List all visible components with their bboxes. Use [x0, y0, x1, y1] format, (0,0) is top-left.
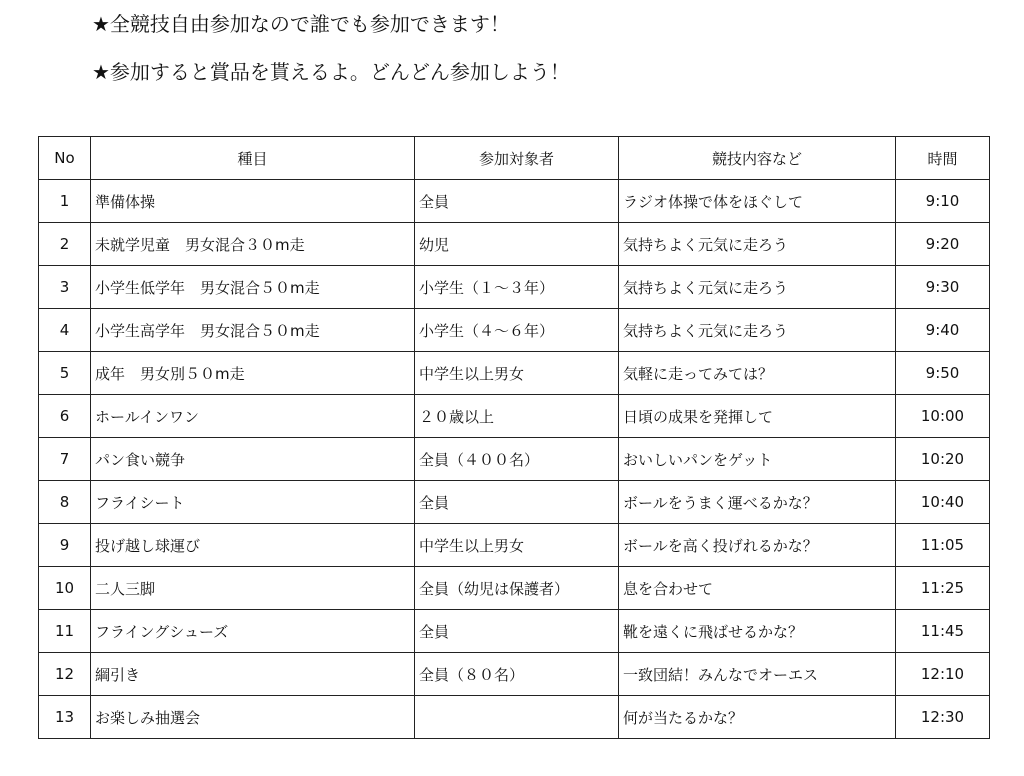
- cell-time: 11:45: [896, 610, 990, 653]
- cell-target: [415, 696, 619, 739]
- cell-target: 小学生（１～３年）: [415, 266, 619, 309]
- cell-time: 9:40: [896, 309, 990, 352]
- cell-no: 7: [39, 438, 91, 481]
- cell-description: 気持ちよく元気に走ろう: [619, 309, 896, 352]
- cell-event: 綱引き: [91, 653, 415, 696]
- cell-event: パン食い競争: [91, 438, 415, 481]
- cell-description: 何が当たるかな？: [619, 696, 896, 739]
- cell-description: ボールをうまく運べるかな？: [619, 481, 896, 524]
- cell-description: ボールを高く投げれるかな？: [619, 524, 896, 567]
- table-row: [39, 180, 990, 223]
- cell-event: フライングシューズ: [91, 610, 415, 653]
- table-row: [39, 352, 990, 395]
- cell-no: 6: [39, 395, 91, 438]
- cell-target: 全員: [415, 610, 619, 653]
- cell-description: 気持ちよく元気に走ろう: [619, 266, 896, 309]
- cell-time: 9:50: [896, 352, 990, 395]
- cell-time: 9:20: [896, 223, 990, 266]
- cell-time: 12:10: [896, 653, 990, 696]
- cell-no: 4: [39, 309, 91, 352]
- cell-time: 12:30: [896, 696, 990, 739]
- cell-target: 全員: [415, 481, 619, 524]
- cell-description: 息を合わせて: [619, 567, 896, 610]
- cell-event: フライシート: [91, 481, 415, 524]
- table-row: [39, 309, 990, 352]
- cell-description: ラジオ体操で体をほぐして: [619, 180, 896, 223]
- table-header-row: [39, 137, 990, 180]
- cell-description: 日頃の成果を発揮して: [619, 395, 896, 438]
- header-description: 競技内容など: [619, 137, 896, 180]
- header-time: 時間: [896, 137, 990, 180]
- cell-description: 気持ちよく元気に走ろう: [619, 223, 896, 266]
- header-target: 参加対象者: [415, 137, 619, 180]
- cell-time: 9:30: [896, 266, 990, 309]
- cell-time: 11:05: [896, 524, 990, 567]
- cell-no: 8: [39, 481, 91, 524]
- cell-time: 10:00: [896, 395, 990, 438]
- table-row: [39, 266, 990, 309]
- cell-target: 幼児: [415, 223, 619, 266]
- table-row: [39, 223, 990, 266]
- cell-no: 3: [39, 266, 91, 309]
- cell-target: 全員（８０名）: [415, 653, 619, 696]
- cell-event: 未就学児童 男女混合３０m走: [91, 223, 415, 266]
- table-row: [39, 481, 990, 524]
- cell-description: おいしいパンをゲット: [619, 438, 896, 481]
- cell-event: 小学生高学年 男女混合５０m走: [91, 309, 415, 352]
- cell-no: 5: [39, 352, 91, 395]
- cell-event: お楽しみ抽選会: [91, 696, 415, 739]
- cell-no: 10: [39, 567, 91, 610]
- cell-no: 9: [39, 524, 91, 567]
- header-event: 種目: [91, 137, 415, 180]
- cell-time: 9:10: [896, 180, 990, 223]
- cell-description: 気軽に走ってみては？: [619, 352, 896, 395]
- cell-event: ホールインワン: [91, 395, 415, 438]
- cell-time: 10:40: [896, 481, 990, 524]
- cell-time: 11:25: [896, 567, 990, 610]
- table-row: [39, 653, 990, 696]
- table-row: [39, 696, 990, 739]
- cell-no: 12: [39, 653, 91, 696]
- table-row: [39, 438, 990, 481]
- cell-event: 成年 男女別５０m走: [91, 352, 415, 395]
- cell-target: 全員（４００名）: [415, 438, 619, 481]
- cell-target: 中学生以上男女: [415, 352, 619, 395]
- cell-description: 一致団結！みんなでオーエス: [619, 653, 896, 696]
- cell-target: 全員: [415, 180, 619, 223]
- cell-target: 全員（幼児は保護者）: [415, 567, 619, 610]
- cell-target: ２０歳以上: [415, 395, 619, 438]
- cell-event: 小学生低学年 男女混合５０m走: [91, 266, 415, 309]
- event-schedule-table: [38, 136, 990, 739]
- cell-target: 中学生以上男女: [415, 524, 619, 567]
- cell-time: 10:20: [896, 438, 990, 481]
- notice-free-participation: ★全競技自由参加なので誰でも参加できます！: [92, 12, 510, 36]
- cell-no: 13: [39, 696, 91, 739]
- cell-event: 投げ越し球運び: [91, 524, 415, 567]
- notice-prizes: ★参加すると賞品を貰えるよ。どんどん参加しよう！: [92, 60, 570, 84]
- table-row: [39, 610, 990, 653]
- cell-target: 小学生（４～６年）: [415, 309, 619, 352]
- cell-no: 2: [39, 223, 91, 266]
- cell-event: 二人三脚: [91, 567, 415, 610]
- table-row: [39, 395, 990, 438]
- header-no: No: [39, 137, 91, 180]
- cell-event: 準備体操: [91, 180, 415, 223]
- cell-no: 11: [39, 610, 91, 653]
- table-row: [39, 567, 990, 610]
- table-row: [39, 524, 990, 567]
- cell-description: 靴を遠くに飛ばせるかな？: [619, 610, 896, 653]
- cell-no: 1: [39, 180, 91, 223]
